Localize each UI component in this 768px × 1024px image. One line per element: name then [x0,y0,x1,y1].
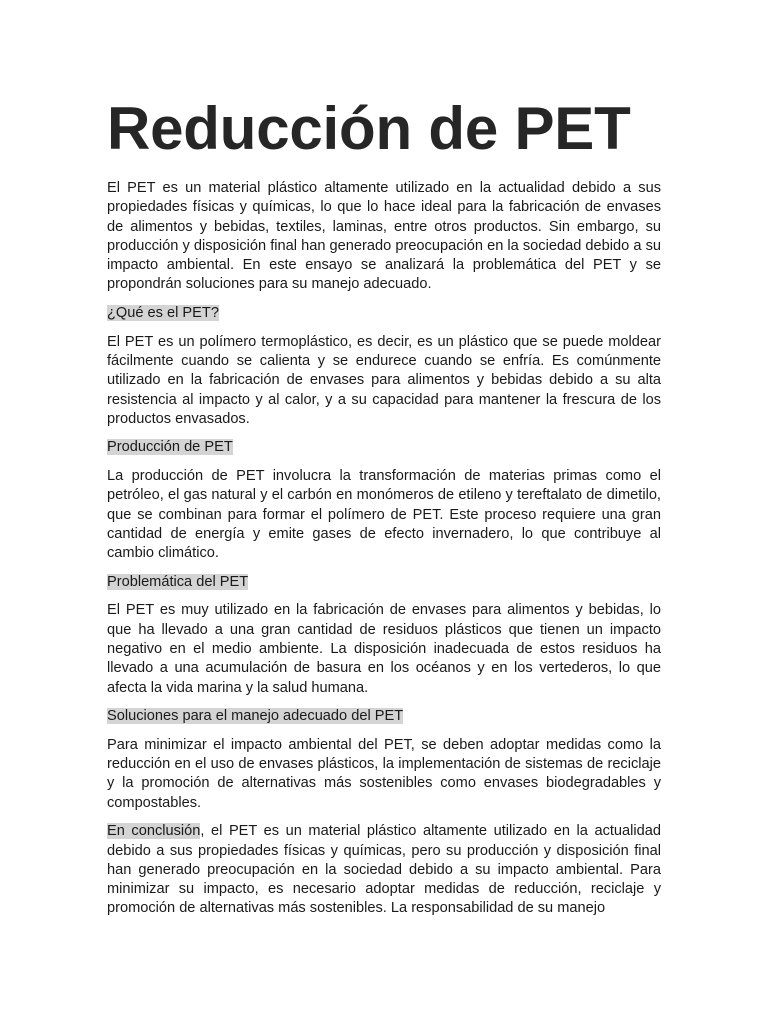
heading-highlight: Soluciones para el manejo adecuado del PET [107,708,404,725]
section-heading-soluciones [107,707,661,726]
section-body-soluciones: Para minimizar el impacto ambiental del PET, se deben adoptar medidas como la reducción en el uso de envases plásticos, la implementación de sistemas de reciclaje y la promoción de alternativas más sostenibles como envases biodegradables y compostables. [107,736,661,811]
heading-highlight: Producción de PET [107,439,233,456]
document-content [107,96,661,928]
section-body-que-es: El PET es un polímero termoplástico, es decir, es un plástico que se puede moldear fácilmente cuando se calienta y se endurece cuando se enfría. Es comúnmente utilizado en la fabricación de envases para alimentos y bebidas debido a su alta resistencia al impacto y al calor, y a su capacidad para mantener la frescura de los productos envasados. [107,333,661,427]
heading-highlight: ¿Qué es el PET? [107,305,219,322]
conclusion-lead: En conclusión [107,823,201,840]
conclusion-paragraph [107,822,661,918]
heading-highlight: Problemática del PET [107,573,249,590]
section-body-problematica: El PET es muy utilizado en la fabricación de envases para alimentos y bebidas, lo que ha llevado a una gran cantidad de residuos plásticos que tienen un impacto negativo en el medio ambiente. La disposición inadecuada de estos residuos ha llevado a una acumulación de basura en los océanos y en los vertederos, lo que afecta la vida marina y la salud humana. [107,602,661,696]
section-heading-produccion [107,438,661,457]
section-body-produccion: La producción de PET involucra la transformación de materias primas como el petróleo, el gas natural y el carbón en monómeros de etileno y tereftalato de dimetilo, que se combinan para formar el polímero de PET. Este proceso requiere una gran cantidad de energía y emite gases de efecto invernadero, lo que contribuye al cambio climático. [107,468,661,562]
section-heading-problematica [107,573,661,592]
document-title: Reducción de PET [107,95,631,162]
conclusion-text: , el PET es un material plástico altamente utilizado en la actualidad debido a sus propiedades físicas y químicas, pero su producción y disposición final han generado preocupación en la sociedad debido a su impacto ambiental. Para minimizar su impacto, es necesario adoptar medidas de reducción, reciclaje y promoción de alternativas más sostenibles. La responsabilidad de su manejo [107,823,661,917]
intro-paragraph: El PET es un material plástico altamente utilizado en la actualidad debido a sus propiedades físicas y químicas, lo que lo hace ideal para la fabricación de envases de alimentos y bebidas, textiles, laminas, entre otros productos. Sin embargo, su producción y disposición final han generado preocupación en la sociedad debido a su impacto ambiental. En este ensayo se analizará la problemática del PET y se propondrán soluciones para su manejo adecuado. [107,180,661,293]
section-heading-que-es [107,304,661,323]
